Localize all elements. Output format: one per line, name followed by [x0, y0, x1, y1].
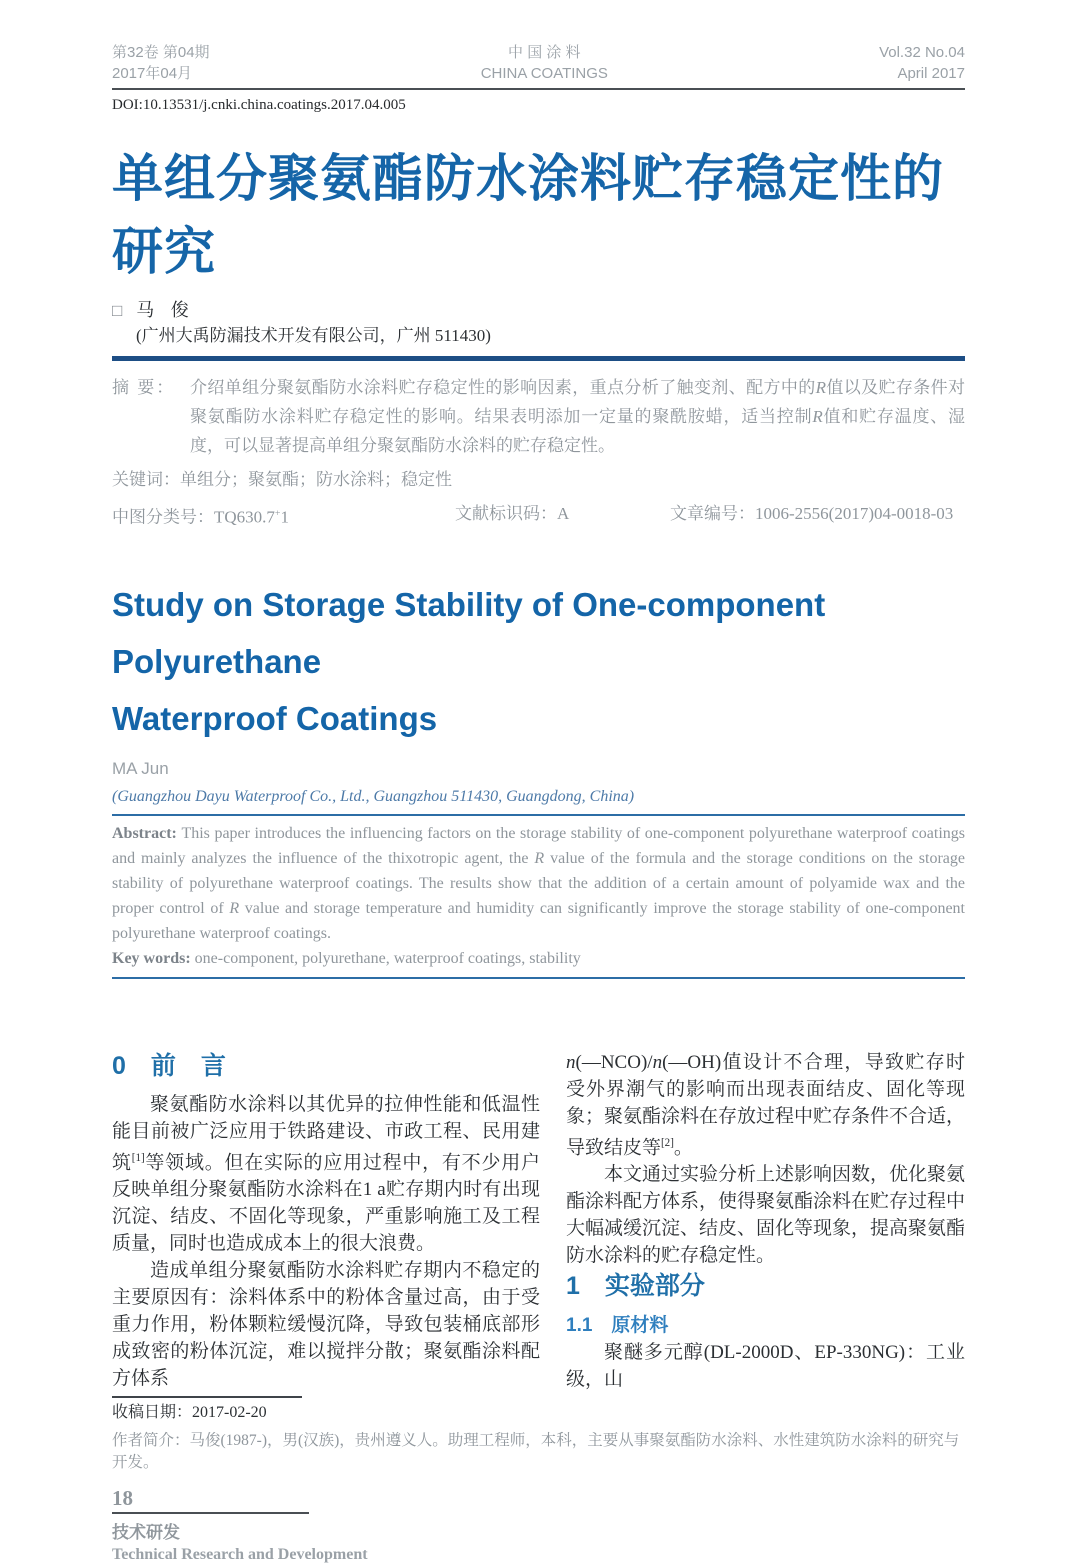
author-bio-note: 作者简介：马俊(1987-)，男(汉族)，贵州遵义人。助理工程师，本科，主要从事聚氨酯防水涂料、水性建筑防水涂料的研究与开发。 — [112, 1431, 960, 1471]
date-en: April 2017 — [897, 65, 965, 82]
thick-divider-rule — [112, 356, 965, 361]
article-title-en — [112, 576, 965, 747]
section-heading-intro: 0 前 言 — [112, 1051, 226, 1080]
thin-divider-rule-bottom — [112, 977, 965, 979]
column-name-en: Technical Research and Development — [112, 1545, 368, 1563]
right-paragraph-1: n(—NCO)/n(—OH)值设计不合理，导致贮存时受外界潮气的影响而出现表面结皮、固化等现象；聚氨酯涂料在存放过程中贮存条件不合适，导致结皮等[2]。 — [566, 1051, 966, 1158]
abstract-cn-label: 摘 要： — [112, 378, 176, 397]
intro-paragraph-2: 造成单组分聚氨酯防水涂料贮存期内不稳定的主要原因有：涂料体系中的粉体含量过高，由于受重力作用，粉体颗粒缓慢沉降，导致包装桶底部形成致密的粉体沉淀，难以搅拌分散；聚氨酯涂料配方体系 — [112, 1259, 540, 1389]
affiliation-en: (Guangzhou Dayu Waterproof Co., Ltd., Guangzhou 511430, Guangdong, China) — [112, 787, 635, 805]
clc-number: 中图分类号：TQ630.7+1 — [112, 507, 289, 527]
intro-paragraph-1: 聚氨酯防水涂料以其优异的拉伸性能和低温性能目前被广泛应用于铁路建设、市政工程、民用建筑[1]等领域。但在实际的应用过程中，有不少用户反映单组分聚氨酯防水涂料在1 a贮存期内时有出现沉淀、结皮、不固化等现象，严重影响施工及工程质量，同时也造成成本上的很大浪费。 — [112, 1093, 540, 1254]
thin-divider-rule-top — [112, 814, 965, 816]
column-name-cn: 技术研发 — [112, 1522, 180, 1542]
masthead-left — [112, 42, 210, 84]
right-paragraph-2: 本文通过实验分析上述影响因数，优化聚氨酯涂料配方体系，使得聚氨酯涂料在贮存过程中大幅减缓沉淀、结皮、固化等现象，提高聚氨酯防水涂料的贮存稳定性。 — [566, 1163, 966, 1266]
doi-line: DOI:10.13531/j.cnki.china.coatings.2017.04.005 — [112, 97, 406, 113]
masthead-right — [879, 42, 965, 84]
body-column-right — [566, 1049, 965, 1393]
article-title-cn-line1: 单组分聚氨酯防水涂料贮存稳定性的 — [112, 150, 945, 207]
page-number-rule — [112, 1512, 309, 1514]
abstract-cn-block — [112, 373, 965, 460]
document-code: 文献标识码：A — [455, 504, 570, 523]
body-column-left — [112, 1049, 540, 1424]
section-heading-experiment: 1 实验部分 — [566, 1271, 705, 1300]
classification-row — [112, 502, 965, 530]
article-title-en-line2: Waterproof Coatings — [112, 699, 438, 737]
keywords-cn: 关键词：单组分；聚氨酯；防水涂料；稳定性 — [112, 470, 452, 489]
volume-issue-en: Vol.32 No.04 — [879, 44, 965, 61]
abstract-cn-text: 介绍单组分聚氨酯防水涂料贮存稳定性的影响因素，重点分析了触变剂、配方中的R值以及贮存条件对聚氨酯防水涂料贮存稳定性的影响。结果表明添加一定量的聚酰胺蜡，适当控制R值和贮存温度、湿度，可以显著提高单组分聚氨酯防水涂料的贮存稳定性。 — [190, 378, 966, 455]
masthead-center — [481, 42, 608, 84]
journal-masthead — [112, 42, 965, 90]
article-id: 文章编号：1006-2556(2017)04-0018-03 — [670, 504, 954, 523]
author-name-en: MA Jun — [112, 758, 169, 778]
date-cn: 2017年04月 — [112, 65, 193, 82]
subsection-heading-materials: 1.1 原材料 — [566, 1314, 669, 1336]
volume-issue-cn: 第32卷 第04期 — [112, 44, 210, 61]
author-name-cn: 马 俊 — [136, 300, 195, 320]
body-columns — [112, 1049, 965, 1424]
keywords-en: Key words: one-component, polyurethane, waterproof coatings, stability — [112, 949, 581, 967]
article-title-en-line1: Study on Storage Stability of One-component Polyurethane — [112, 585, 826, 680]
affiliation-cn: (广州大禹防漏技术开发有限公司，广州 511430) — [136, 326, 491, 345]
abstract-en-text: Abstract: This paper introduces the influencing factors on the storage stability of one-component polyurethane waterproof coatings and mainly analyzes the influence of the thixotropic agent, the R value of the formula and the storage conditions on the storage stability of polyurethane waterproof coatings. The results show that the addition of a certain amount of polyamide wax and the proper control of R value and storage temperature and humidity can significantly improve the storage stability of one-component polyurethane waterproof coatings. — [112, 824, 966, 942]
page-number: 18 — [112, 1485, 133, 1510]
author-row — [112, 298, 965, 323]
journal-name-cn: 中 国 涂 料 — [508, 44, 581, 61]
journal-name-en: CHINA COATINGS — [480, 65, 608, 82]
author-marker-icon: □ — [112, 301, 123, 320]
page-footer — [112, 1486, 965, 1566]
article-title-cn-line2: 研究 — [112, 223, 217, 280]
received-date-note: 收稿日期：2017-02-20 — [112, 1396, 302, 1424]
materials-paragraph: 聚醚多元醇(DL-2000D、EP-330NG)：工业级，山 — [566, 1341, 965, 1390]
article-title-cn — [112, 142, 965, 288]
